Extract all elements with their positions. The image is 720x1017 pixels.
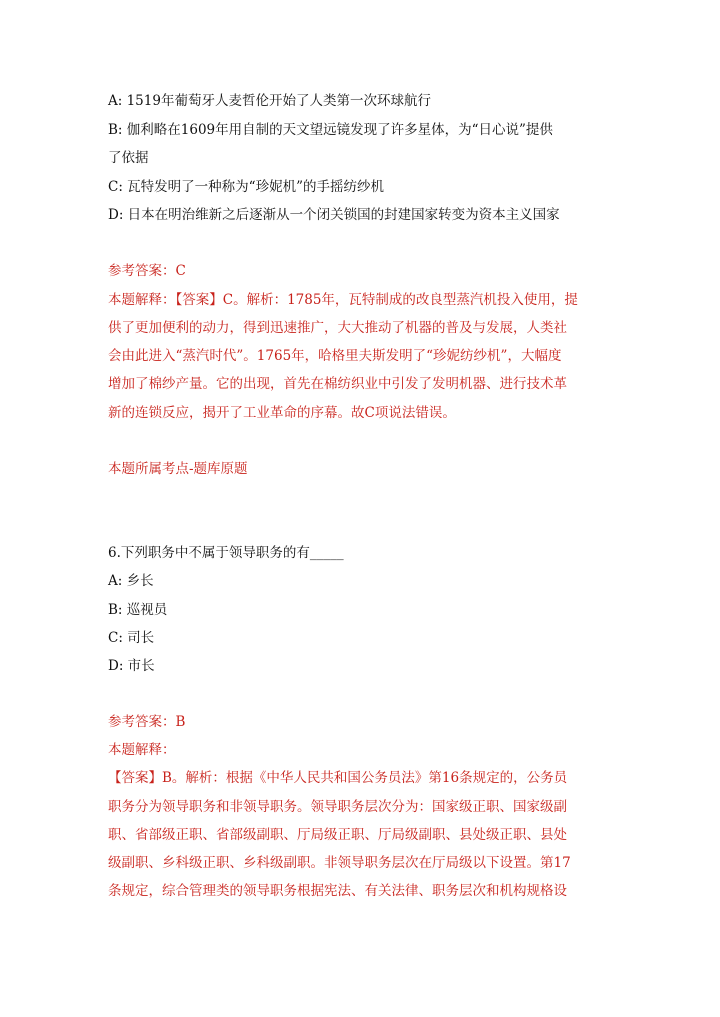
q6-option-c: C: 司长: [108, 630, 155, 646]
q6-explanation-label: 本题解释：: [108, 742, 176, 758]
q5-option-d: D: 日本在明治维新之后逐渐从一个闭关锁国的封建国家转变为资本主义国家: [108, 207, 560, 223]
q6-option-d: D: 市长: [108, 658, 155, 674]
q5-option-a: A: 1519年葡萄牙人麦哲伦开始了人类第一次环球航行: [108, 93, 431, 109]
q5-explanation-1: 本题解释：【答案】C。解析：1785年，瓦特制成的改良型蒸汽机投入使用，提: [108, 292, 578, 308]
q5-explanation-5: 新的连锁反应，揭开了工业革命的序幕。故C项说法错误。: [108, 405, 456, 421]
q6-answer: 参考答案：B: [108, 714, 186, 730]
q5-option-b: B: 伽利略在1609年用自制的天文望远镜发现了许多星体，为“日心说”提供: [108, 122, 553, 138]
q5-explanation-3: 会由此进入“蒸汽时代”。1765年，哈格里夫斯发明了“珍妮纺纱机”，大幅度: [108, 348, 562, 364]
q5-explanation-4: 增加了棉纱产量。它的出现，首先在棉纺织业中引发了发明机器、进行技术革: [108, 376, 567, 392]
q6-option-a: A: 乡长: [108, 573, 154, 589]
q5-explanation-2: 供了更加便利的动力，得到迅速推广，大大推动了机器的普及与发展，人类社: [108, 320, 567, 336]
q6-explanation-4: 级副职、乡科级正职、乡科级副职。非领导职务层次在厅局级以下设置。第17: [108, 855, 571, 871]
q6-explanation-2: 职务分为领导职务和非领导职务。领导职务层次分为：国家级正职、国家级副: [108, 799, 567, 815]
q5-category: 本题所属考点-题库原题: [108, 461, 248, 477]
q6-explanation-5: 条规定，综合管理类的领导职务根据宪法、有关法律、职务层次和机构规格设: [108, 883, 567, 899]
q6-option-b: B: 巡视员: [108, 602, 168, 618]
q5-answer: 参考答案：C: [108, 263, 186, 279]
q5-option-c: C: 瓦特发明了一种称为“珍妮机”的手摇纺纱机: [108, 179, 384, 195]
q5-option-b-cont: 了依据: [108, 150, 149, 166]
q6-explanation-3: 职、省部级正职、省部级副职、厅局级正职、厅局级副职、县处级正职、县处: [108, 827, 567, 843]
q6-explanation-1: 【答案】B。解析：根据《中华人民共和国公务员法》第16条规定的，公务员: [108, 770, 568, 786]
q6-question: 6.下列职务中不属于领导职务的有_____: [108, 545, 344, 561]
